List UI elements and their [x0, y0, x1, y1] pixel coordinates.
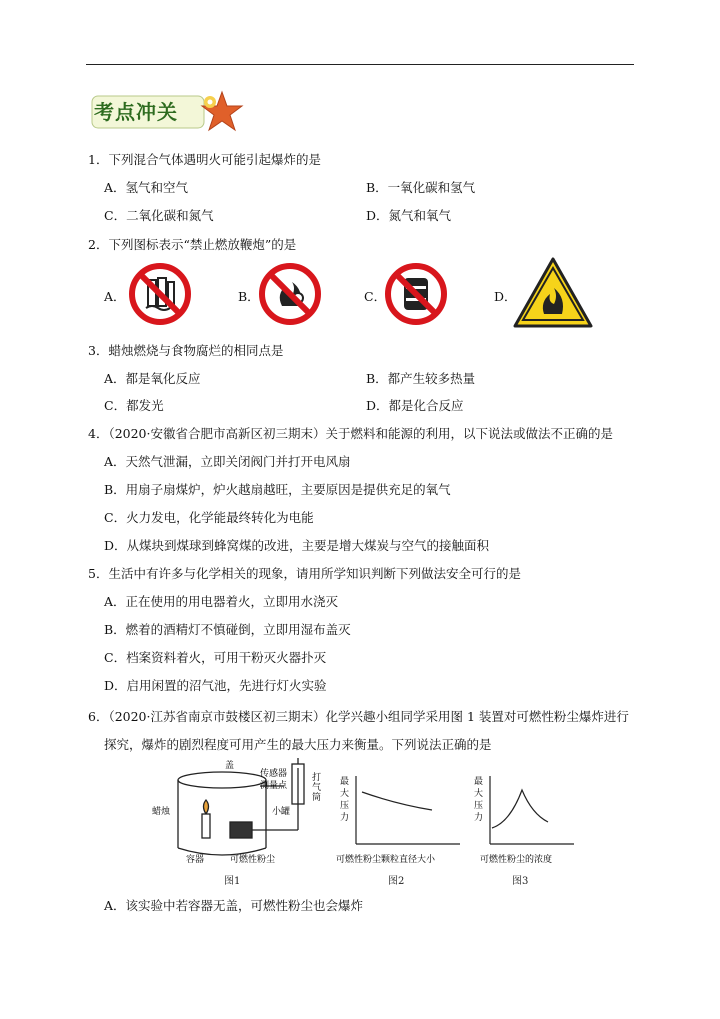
- question-6-stem: 6．（2020·江苏省南京市鼓楼区初三期末）化学兴趣小组同学采用图 1 装置对可燃性粉尘爆炸进行: [88, 709, 629, 724]
- question-5-stem: 5．生活中有许多与化学相关的现象，请用所学知识判断下列做法安全可行的是: [88, 566, 521, 581]
- q4-option-d[interactable]: D．从煤块到煤球到蜂窝煤的改进，主要是增大煤炭与空气的接触面积: [104, 538, 490, 553]
- figure-2-caption: 图2: [388, 876, 405, 887]
- question-2-stem: 2．下列图标表示“禁止燃放鞭炮”的是: [88, 237, 297, 252]
- fig1-label-dust: 可燃性粉尘: [230, 855, 276, 865]
- no-open-flame-sign-icon: [258, 262, 322, 326]
- q2-option-a[interactable]: A．: [104, 289, 126, 304]
- q5-option-c[interactable]: C．档案资料着火，可用干粉灭火器扑灭: [104, 650, 327, 665]
- fig2-xlabel: 可燃性粉尘颗粒直径大小: [336, 855, 436, 865]
- q1-option-d[interactable]: D．氮气和氧气: [366, 208, 452, 223]
- fig2-ylabel-3: 压: [340, 801, 350, 811]
- no-flammables-sign-icon: [384, 262, 448, 326]
- fig1-label-pump-3: 筒: [312, 793, 322, 803]
- fig2-ylabel-2: 大: [340, 789, 350, 799]
- q1-option-c[interactable]: C．二氧化碳和氮气: [104, 208, 214, 223]
- fig3-xlabel: 可燃性粉尘的浓度: [480, 855, 553, 865]
- q3-option-c[interactable]: C．都发光: [104, 398, 164, 413]
- q5-option-b[interactable]: B．燃着的酒精灯不慎碰倒，立即用湿布盖灭: [104, 622, 351, 637]
- q3-option-d[interactable]: D．都是化合反应: [366, 398, 464, 413]
- starfish-icon: [202, 92, 242, 130]
- q6-option-a[interactable]: A．该实验中若容器无盖，可燃性粉尘也会爆炸: [104, 898, 364, 913]
- fig1-label-candle: 蜡烛: [152, 807, 171, 817]
- fig1-label-can: 小罐: [272, 807, 291, 817]
- q1-option-a[interactable]: A．氢气和空气: [104, 180, 189, 195]
- q3-option-b[interactable]: B．都产生较多热量: [366, 371, 476, 386]
- banner-title: 考点冲关: [94, 100, 178, 124]
- q5-option-a[interactable]: A．正在使用的用电器着火，立即用水浇灭: [104, 594, 339, 609]
- figure-1-apparatus: [152, 758, 334, 868]
- header-rule: [86, 64, 634, 65]
- section-banner: [90, 90, 250, 134]
- fig1-label-lid: 盖: [225, 761, 235, 771]
- q4-option-a[interactable]: A．天然气泄漏，立即关闭阀门并打开电风扇: [104, 454, 351, 469]
- question-4-stem: 4．（2020·安徽省合肥市高新区初三期末）关于燃料和能源的利用，以下说法或做法不正确的是: [88, 426, 613, 441]
- question-3-stem: 3．蜡烛燃烧与食物腐烂的相同点是: [88, 343, 284, 358]
- fig3-ylabel-1: 最: [474, 777, 484, 787]
- q4-option-c[interactable]: C．火力发电，化学能最终转化为电能: [104, 510, 314, 525]
- figure-3-caption: 图3: [512, 876, 529, 887]
- fig1-label-pump-2: 气: [312, 783, 322, 793]
- fig1-label-sensor: 传感器: [260, 769, 288, 779]
- fig2-ylabel-1: 最: [340, 777, 350, 787]
- q2-option-b[interactable]: B．: [238, 289, 260, 304]
- figure-3-graph: [470, 770, 580, 870]
- question-6-stem-continued: 探究，爆炸的剧烈程度可用产生的最大压力来衡量。下列说法正确的是: [104, 737, 492, 752]
- flammable-warning-sign-icon: [512, 256, 594, 330]
- q1-option-b[interactable]: B．一氧化碳和氢气: [366, 180, 476, 195]
- fig1-label-pump-1: 打: [312, 773, 322, 783]
- fig3-ylabel-3: 压: [474, 801, 484, 811]
- q2-option-d[interactable]: D．: [494, 289, 517, 304]
- fig3-curve: [492, 790, 548, 828]
- figure-1-caption: 图1: [224, 876, 241, 887]
- fig1-label-point: 测量点: [260, 781, 288, 791]
- q4-option-b[interactable]: B．用扇子扇煤炉，炉火越扇越旺，主要原因是提供充足的氧气: [104, 482, 451, 497]
- no-firecrackers-sign-icon: [128, 262, 192, 326]
- q3-option-a[interactable]: A．都是氧化反应: [104, 371, 201, 386]
- q2-option-c[interactable]: C．: [364, 289, 387, 304]
- question-1-stem: 1．下列混合气体遇明火可能引起爆炸的是: [88, 152, 321, 167]
- fig1-label-container: 容器: [186, 855, 205, 865]
- fig2-ylabel-4: 力: [340, 813, 350, 823]
- fig3-ylabel-2: 大: [474, 789, 484, 799]
- figure-2-graph: [336, 770, 466, 870]
- fig3-ylabel-4: 力: [474, 813, 484, 823]
- fig2-curve: [362, 792, 432, 810]
- q5-option-d[interactable]: D．启用闲置的沼气池，先进行灯火实验: [104, 678, 327, 693]
